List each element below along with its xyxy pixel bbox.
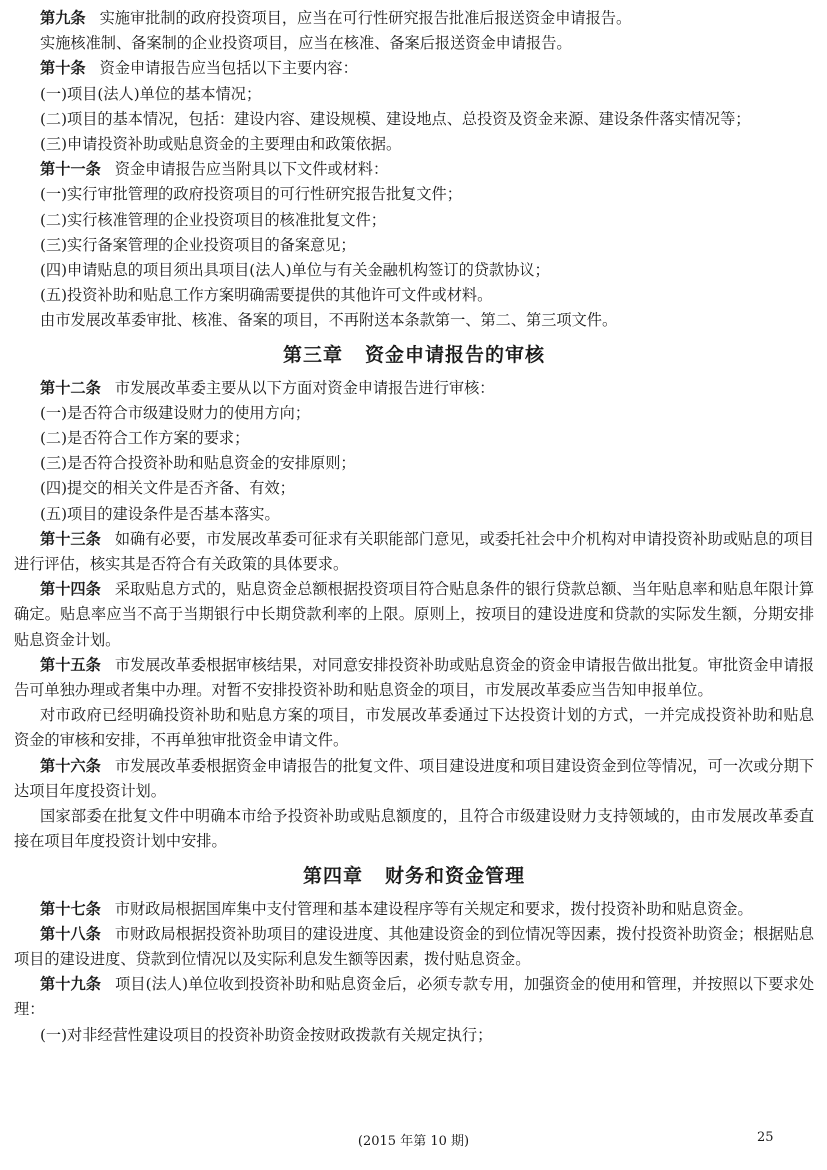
article-paragraph bbox=[14, 653, 814, 703]
article-label: 第十七条 bbox=[40, 899, 101, 918]
body-paragraph bbox=[14, 208, 814, 233]
article-paragraph bbox=[14, 6, 814, 31]
chapter-number: 第三章 bbox=[282, 343, 343, 366]
paragraph-text: 市财政局根据国库集中支付管理和基本建设程序等有关规定和要求，拨付投资补助和贴息资金。 bbox=[114, 899, 753, 918]
paragraph-text: 资金申请报告应当包括以下主要内容： bbox=[99, 59, 358, 78]
body-paragraph bbox=[14, 308, 814, 333]
body-paragraph bbox=[14, 31, 814, 56]
article-label: 第十条 bbox=[40, 59, 86, 78]
paragraph-text: (三)申请投资补助或贴息资金的主要理由和政策依据。 bbox=[40, 135, 402, 154]
paragraph-text: 实施核准制、备案制的企业投资项目，应当在核准、备案后报送资金申请报告。 bbox=[40, 34, 572, 53]
paragraph-text: 如确有必要，市发展改革委可征求有关职能部门意见，或委托社会中介机构对申请投资补助或贴息的项目进行评估，核实其是否符合有关政策的具体要求。 bbox=[14, 529, 815, 574]
body-paragraph bbox=[14, 426, 814, 451]
article-label: 第十九条 bbox=[40, 975, 102, 994]
body-paragraph bbox=[14, 132, 814, 157]
body-paragraph bbox=[14, 182, 814, 207]
article-paragraph bbox=[14, 972, 814, 1022]
document-body bbox=[14, 6, 814, 1048]
body-paragraph bbox=[14, 258, 814, 283]
chapter-number: 第四章 bbox=[302, 864, 363, 887]
paragraph-text: (一)对非经营性建设项目的投资补助资金按财政拨款有关规定执行； bbox=[40, 1025, 493, 1044]
chapter-heading bbox=[14, 861, 814, 891]
article-label: 第十六条 bbox=[40, 756, 101, 775]
paragraph-text: (三)是否符合投资补助和贴息资金的安排原则； bbox=[40, 454, 356, 473]
article-paragraph bbox=[14, 897, 814, 922]
article-label: 第十二条 bbox=[40, 378, 101, 397]
body-paragraph bbox=[14, 233, 814, 258]
article-paragraph bbox=[14, 754, 814, 804]
article-paragraph bbox=[14, 56, 814, 81]
paragraph-text: 市发展改革委主要从以下方面对资金申请报告进行审核： bbox=[114, 378, 495, 397]
paragraph-text: 资金申请报告应当附具以下文件或材料： bbox=[114, 160, 389, 179]
body-paragraph bbox=[14, 107, 814, 132]
chapter-title: 财务和资金管理 bbox=[385, 864, 526, 887]
article-label: 第十三条 bbox=[40, 529, 101, 548]
article-paragraph bbox=[14, 376, 814, 401]
paragraph-text: (一)实行审批管理的政府投资项目的可行性研究报告批复文件； bbox=[40, 185, 462, 204]
page-number: 25 bbox=[757, 1130, 774, 1145]
paragraph-text: (二)是否符合工作方案的要求； bbox=[40, 429, 250, 448]
article-label: 第十四条 bbox=[40, 580, 101, 599]
article-label: 第十五条 bbox=[40, 655, 101, 674]
body-paragraph bbox=[14, 476, 814, 501]
body-paragraph bbox=[14, 703, 814, 753]
paragraph-text: (四)提交的相关文件是否齐备、有效； bbox=[40, 479, 295, 498]
body-paragraph bbox=[14, 82, 814, 107]
body-paragraph bbox=[14, 1023, 814, 1048]
footer-issue: (2015 年第 10 期) bbox=[357, 1134, 470, 1149]
article-label: 第十八条 bbox=[40, 924, 101, 943]
chapter-title: 资金申请报告的审核 bbox=[365, 343, 546, 366]
article-paragraph bbox=[14, 577, 814, 653]
article-paragraph bbox=[14, 157, 814, 182]
paragraph-text: (五)项目的建设条件是否基本落实。 bbox=[40, 504, 280, 523]
paragraph-text: 采取贴息方式的，贴息资金总额根据投资项目符合贴息条件的银行贷款总额、当年贴息率和贴息年限计算确定。贴息率应当不高于当期银行中长期贷款利率的上限。原则上，按项目的建设进度和贷款的实际发生额，分期安排贴息资金计划。 bbox=[14, 580, 815, 649]
paragraph-text: 市财政局根据投资补助项目的建设进度、其他建设资金的到位情况等因素，拨付投资补助资金；根据贴息项目的建设进度、贷款到位情况以及实际利息发生额等因素，拨付贴息资金。 bbox=[14, 924, 815, 968]
article-label: 第十一条 bbox=[40, 160, 101, 179]
article-label: 第九条 bbox=[40, 9, 86, 27]
paragraph-text: (四)申请贴息的项目须出具项目(法人)单位与有关金融机构签订的贷款协议； bbox=[40, 261, 550, 280]
paragraph-text: 项目(法人)单位收到投资补助和贴息资金后，必须专款专用，加强资金的使用和管理，并按照以下要求处理： bbox=[14, 975, 815, 1019]
body-paragraph bbox=[14, 451, 814, 476]
paragraph-text: (二)实行核准管理的企业投资项目的核准批复文件； bbox=[40, 210, 386, 229]
paragraph-text: 由市发展改革委审批、核准、备案的项目，不再附送本条款第一、第二、第三项文件。 bbox=[40, 311, 618, 330]
paragraph-text: 市发展改革委根据资金申请报告的批复文件、项目建设进度和项目建设资金到位等情况，可一次或分期下达项目年度投资计划。 bbox=[14, 756, 815, 800]
body-paragraph bbox=[14, 502, 814, 527]
paragraph-text: 对市政府已经明确投资补助和贴息方案的项目，市发展改革委通过下达投资计划的方式，一并完成投资补助和贴息资金的审核和安排，不再单独审批资金申请文件。 bbox=[14, 706, 814, 750]
article-paragraph bbox=[14, 922, 814, 972]
paragraph-text: 国家部委在批复文件中明确本市给予投资补助或贴息额度的，且符合市级建设财力支持领域的，由市发展改革委直接在项目年度投资计划中安排。 bbox=[14, 807, 814, 851]
paragraph-text: (一)是否符合市级建设财力的使用方向； bbox=[40, 403, 311, 422]
paragraph-text: (二)项目的基本情况，包括：建设内容、建设规模、建设地点、总投资及资金来源、建设条件落实情况等； bbox=[40, 109, 751, 128]
paragraph-text: (一)项目(法人)单位的基本情况； bbox=[40, 84, 262, 103]
paragraph-text: (三)实行备案管理的企业投资项目的备案意见； bbox=[40, 235, 356, 254]
body-paragraph bbox=[14, 283, 814, 308]
body-paragraph bbox=[14, 401, 814, 426]
article-paragraph bbox=[14, 527, 814, 577]
paragraph-text: 实施审批制的政府投资项目，应当在可行性研究报告批准后报送资金申请报告。 bbox=[99, 9, 632, 27]
paragraph-text: 市发展改革委根据审核结果，对同意安排投资补助或贴息资金的资金申请报告做出批复。审批资金申请报告可单独办理或者集中办理。对暂不安排投资补助和贴息资金的项目，市发展改革委应当告知申报单位。 bbox=[14, 655, 815, 700]
body-paragraph bbox=[14, 804, 814, 854]
chapter-heading bbox=[14, 340, 814, 370]
paragraph-text: (五)投资补助和贴息工作方案明确需要提供的其他许可文件或材料。 bbox=[40, 286, 493, 305]
